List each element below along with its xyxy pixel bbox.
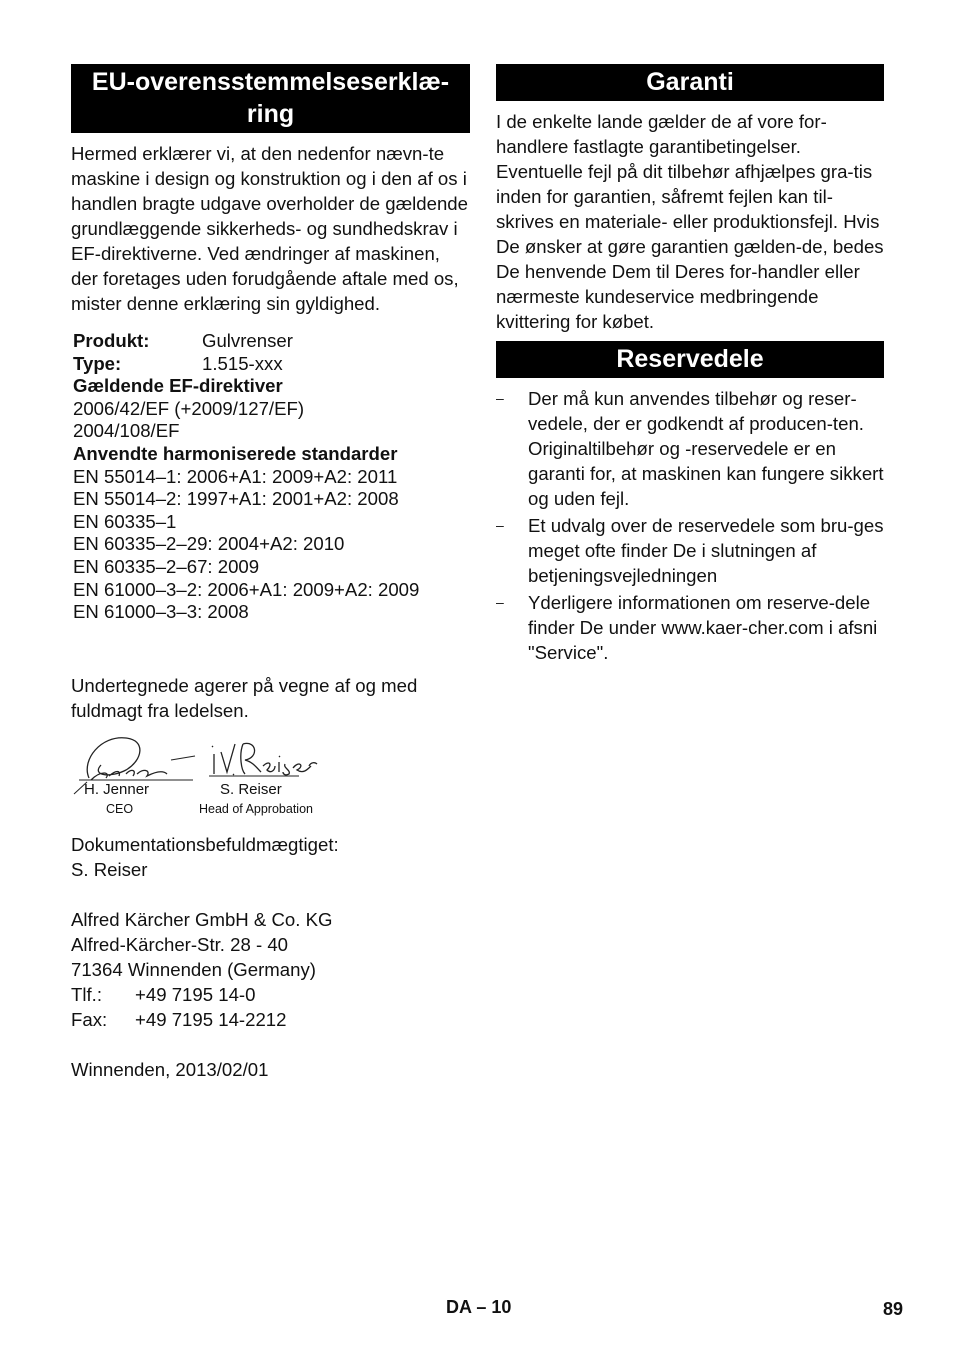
fax-label: Fax: [71, 1009, 108, 1030]
signatory-name: H. Jenner [84, 781, 150, 798]
list-item [496, 513, 884, 588]
product-row [73, 330, 470, 353]
dash-marker: – [496, 390, 504, 406]
standards-heading: Anvendte harmoniserede standarder [73, 442, 398, 464]
type-value: 1.515-xxx [202, 352, 283, 374]
standard-item: EN 60335–1 [73, 510, 177, 532]
company-city: 71364 Winnenden (Germany) [71, 959, 316, 980]
declaration-heading-line1: EU-overensstemmelseserklæ- [91, 68, 450, 96]
standard-item: EN 60335–2–29: 2004+A2: 2010 [73, 533, 345, 555]
phone-label: Tlf.: [71, 984, 102, 1005]
standard-item: EN 55014–2: 1997+A1: 2001+A2: 2008 [73, 488, 399, 510]
directives-heading: Gældende EF-direktiver [73, 375, 283, 397]
directive-item: 2006/42/EF (+2009/127/EF) [73, 397, 305, 419]
directive-item: 2004/108/EF [73, 420, 180, 442]
dash-marker: – [496, 594, 504, 610]
declaration-column [71, 64, 470, 624]
phone-value: +49 7195 14-0 [135, 984, 256, 1005]
reservedele-list [496, 386, 884, 665]
section-page-label: DA – 10 [446, 1297, 512, 1317]
declaration-intro: Hermed erklærer vi, at den nedenfor nævn-te maskine i design og konstruktion og i den af os i handlen bragte udgave overholder de gældende grundlæggende sikkerheds- og sundhedskrav i EF-direktiverne. Ved ændringer af maskinen, der foretages uden forudgående aftale med os, mister denne erklæring sin gyldighed. [71, 143, 468, 314]
list-item-text: Et udvalg over de reservedele som bru-ges meget ofte finder De i slutningen af betjeningsvejledningen [528, 515, 884, 586]
signatory-name: S. Reiser [220, 781, 282, 798]
type-row [73, 353, 470, 376]
company-address [71, 907, 332, 1032]
undersigned-statement: Undertegnede agerer på vegne af og med fuldmagt fra ledelsen. [71, 675, 418, 721]
standard-item: EN 60335–2–67: 2009 [73, 555, 260, 577]
list-item-text: Yderligere informationen om reserve-dele finder De under www.kaer-cher.com i afsni "Service". [528, 592, 878, 663]
company-name: Alfred Kärcher GmbH & Co. KG [71, 909, 333, 930]
fax-row [71, 1007, 332, 1032]
type-label: Type: [73, 352, 122, 374]
product-value: Gulvrenser [202, 330, 293, 351]
standard-item: EN 61000–3–3: 2008 [73, 601, 249, 623]
reservedele-heading: Reservedele [496, 341, 884, 378]
signatory-title: CEO [106, 802, 134, 816]
declaration-heading [71, 64, 470, 133]
doc-authorized-label: Dokumentationsbefuldmægtiget: [71, 834, 339, 855]
dash-marker: – [496, 517, 504, 533]
documentation-authority [71, 832, 339, 882]
list-item [496, 590, 884, 665]
list-item [496, 386, 884, 511]
place-date: Winnenden, 2013/02/01 [71, 1059, 269, 1080]
doc-authorized-name: S. Reiser [71, 859, 148, 880]
product-label: Produkt: [73, 330, 150, 351]
garanti-text: I de enkelte lande gælder de af vore for-handlere fastlagte garantibetingelser. Eventuelle fejl på dit tilbehør afhjælpes gra-tis inden for garantien, såfremt fejlen kan til-skrives en materiale- eller produktionsfejl. Hvis De ønsker at gøre garantien gælden-de, bedes De henvende Dem til Deres for-handler eller nærmeste kundeservice medbringende kvittering for købet. [496, 111, 884, 332]
declaration-heading-line2: ring [246, 100, 295, 128]
phone-row [71, 982, 332, 1007]
page-number: 89 [883, 1299, 904, 1319]
standard-item: EN 55014–1: 2006+A1: 2009+A2: 2011 [73, 465, 398, 487]
standard-item: EN 61000–3–2: 2006+A1: 2009+A2: 2009 [73, 578, 420, 600]
company-street: Alfred-Kärcher-Str. 28 - 40 [71, 934, 289, 955]
product-spec-block [71, 330, 470, 624]
list-item-text: Der må kun anvendes tilbehør og reser-vedele, der er godkendt af producen-ten. Originaltilbehør og -reservedele er en garanti for, at maskinen kan fungere sikkert og uden fejl. [528, 388, 884, 509]
garanti-heading: Garanti [496, 64, 884, 101]
signatory-title: Head of Approbation [199, 802, 313, 816]
fax-value: +49 7195 14-2212 [135, 1009, 287, 1030]
signature-block [71, 730, 371, 820]
warranty-column [496, 64, 884, 667]
